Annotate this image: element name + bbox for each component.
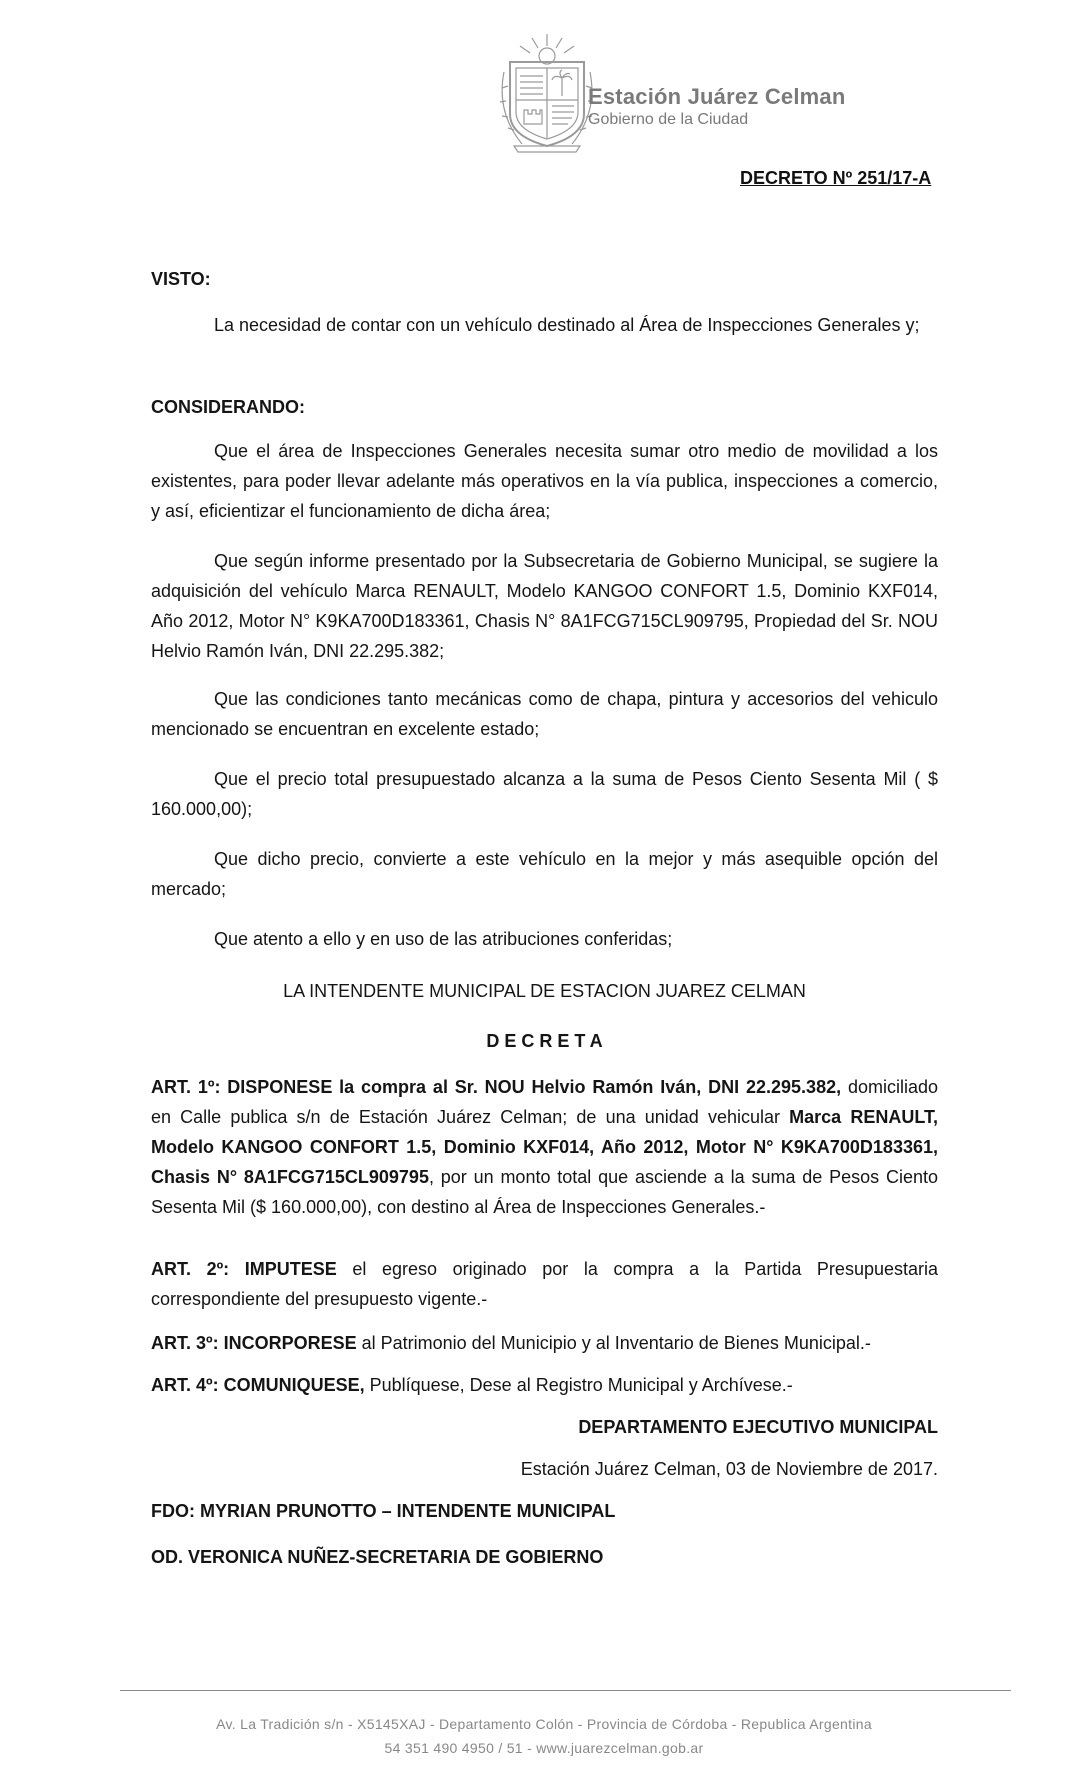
article-1 [151, 1072, 938, 1222]
considerando-paragraph-2: Que según informe presentado por la Subsecretaria de Gobierno Municipal, se sugiere la adquisición del vehículo Marca RENAULT, Modelo KANGOO CONFORT 1.5, Dominio KXF014, Año 2012, Motor N° K9KA700D183361, Chasis N° 8A1FCG715CL909795, Propiedad del Sr. NOU Helvio Ramón Iván, DNI 22.295.382; [151, 551, 938, 661]
decreta-heading: D E C R E T A [486, 1031, 603, 1051]
footer-address: Av. La Tradición s/n - X5145XAJ - Departamento Colón - Provincia de Córdoba - Republica Argentina [216, 1716, 872, 1732]
article-1-text-1: domiciliado en Calle publica s/n de Estación Juárez Celman; de una unidad vehicular [151, 1077, 939, 1127]
decree-number: DECRETO Nº 251/17-A [740, 168, 932, 188]
brand-subtitle: Gobierno de la Ciudad [588, 111, 749, 128]
article-1-lead: ART. 1º: DISPONESE la compra al Sr. NOU Helvio Ramón Iván, DNI 22.295.382, [151, 1077, 842, 1097]
footer-divider [120, 1690, 1011, 1691]
article-4-lead: ART. 4º: COMUNIQUESE, [151, 1375, 365, 1395]
article-2-text: el egreso originado por la compra a la Partida Presupuestaria correspondiente del presupuesto vigente.- [151, 1259, 938, 1309]
article-2-lead: ART. 2º: IMPUTESE [151, 1259, 337, 1279]
date-line: Estación Juárez Celman, 03 de Noviembre de 2017. [520, 1459, 938, 1479]
signature-fdo: FDO: MYRIAN PRUNOTTO – INTENDENTE MUNICIPAL [151, 1501, 616, 1521]
article-3 [151, 1328, 938, 1358]
article-1-vehicle: Marca RENAULT, Modelo KANGOO CONFORT 1.5, Dominio KXF014, Año 2012, Motor N° K9KA700D183361, Chasis N° 8A1FCG715CL909795 [151, 1107, 938, 1187]
department-line: DEPARTAMENTO EJECUTIVO MUNICIPAL [578, 1417, 938, 1437]
article-4-text: Publíquese, Dese al Registro Municipal y Archívese.- [364, 1375, 793, 1395]
article-1-text-2: , por un monto total que asciende a la suma de Pesos Ciento Sesenta Mil ($ 160.000,00), con destino al Área de Inspecciones Generales.- [151, 1167, 938, 1217]
authority-line: LA INTENDENTE MUNICIPAL DE ESTACION JUAREZ CELMAN [283, 981, 806, 1001]
municipal-crest-icon [492, 32, 602, 156]
brand-name: Estación Juárez Celman [588, 84, 846, 109]
visto-heading: VISTO: [151, 269, 211, 289]
considerando-paragraph-5: Que dicho precio, convierte a este vehículo en la mejor y más asequible opción del mercado; [151, 849, 938, 899]
footer-contact: 54 351 490 4950 / 51 - www.juarezcelman.gob.ar [384, 1740, 704, 1756]
considerando-paragraph-4: Que el precio total presupuestado alcanza a la suma de Pesos Ciento Sesenta Mil ( $ 160.000,00); [151, 769, 938, 819]
municipality-brand [588, 84, 846, 129]
article-3-text: al Patrimonio del Municipio y al Inventario de Bienes Municipal.- [356, 1333, 871, 1353]
article-4 [151, 1370, 938, 1400]
considerando-heading: CONSIDERANDO: [151, 397, 306, 417]
considerando-paragraph-1: Que el área de Inspecciones Generales necesita sumar otro medio de movilidad a los existentes, para poder llevar adelante más operativos en la vía publica, inspecciones a comercio, y así, eficientizar el funcionamiento de dicha área; [151, 441, 938, 521]
considerando-paragraph-3: Que las condiciones tanto mecánicas como de chapa, pintura y accesorios del vehiculo mencionado se encuentran en excelente estado; [151, 689, 938, 739]
visto-paragraph: La necesidad de contar con un vehículo destinado al Área de Inspecciones Generales y; [214, 315, 920, 335]
article-2 [151, 1254, 938, 1314]
signature-od: OD. VERONICA NUÑEZ-SECRETARIA DE GOBIERNO [151, 1547, 604, 1567]
article-3-lead: ART. 3º: INCORPORESE [151, 1333, 357, 1353]
considerando-paragraph-6: Que atento a ello y en uso de las atribuciones conferidas; [214, 929, 673, 949]
